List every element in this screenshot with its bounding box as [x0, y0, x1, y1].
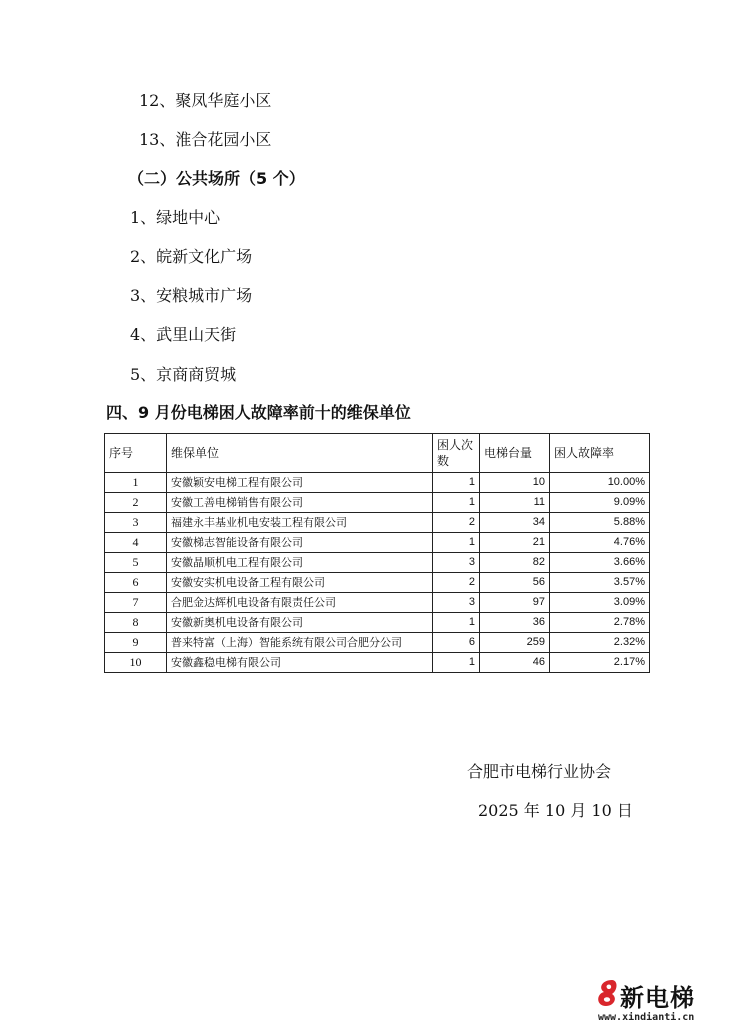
- list-item-public-4: 4、武里山天街: [130, 325, 237, 344]
- cell-no: 8: [105, 613, 167, 633]
- cell-trapped: 1: [433, 493, 480, 513]
- cell-trapped: 1: [433, 473, 480, 493]
- cell-count: 82: [480, 553, 550, 573]
- cell-count: 11: [480, 493, 550, 513]
- cell-name: 普来特富（上海）智能系统有限公司合肥分公司: [167, 633, 433, 653]
- cell-no: 10: [105, 653, 167, 673]
- table-row: [105, 513, 650, 533]
- cell-name: 安徽安实机电设备工程有限公司: [167, 573, 433, 593]
- cell-name: 安徽梯志智能设备有限公司: [167, 533, 433, 553]
- public-places-heading: （二）公共场所（5 个）: [128, 169, 305, 188]
- section-four-heading: 四、9 月份电梯困人故障率前十的维保单位: [106, 403, 411, 422]
- list-item-public-5: 5、京商商贸城: [130, 365, 237, 384]
- table-row: [105, 473, 650, 493]
- cell-rate: 10.00%: [550, 473, 650, 493]
- cell-no: 3: [105, 513, 167, 533]
- cell-no: 1: [105, 473, 167, 493]
- cell-count: 97: [480, 593, 550, 613]
- cell-no: 6: [105, 573, 167, 593]
- list-item-public-2: 2、皖新文化广场: [130, 247, 253, 266]
- list-item-residential-13: 13、淮合花园小区: [139, 130, 272, 149]
- list-item-public-1: 1、绿地中心: [130, 208, 221, 227]
- cell-rate: 4.76%: [550, 533, 650, 553]
- cell-rate: 3.57%: [550, 573, 650, 593]
- cell-count: 259: [480, 633, 550, 653]
- cell-trapped: 1: [433, 613, 480, 633]
- table-row: [105, 493, 650, 513]
- table-row: [105, 533, 650, 553]
- cell-rate: 9.09%: [550, 493, 650, 513]
- cell-count: 34: [480, 513, 550, 533]
- cell-rate: 2.78%: [550, 613, 650, 633]
- cell-rate: 2.17%: [550, 653, 650, 673]
- signature-date: 2025 年 10 月 10 日: [478, 801, 633, 820]
- cell-rate: 5.88%: [550, 513, 650, 533]
- maintenance-fault-table: [104, 433, 650, 673]
- cell-count: 56: [480, 573, 550, 593]
- cell-name: 安徽颖安电梯工程有限公司: [167, 473, 433, 493]
- cell-trapped: 1: [433, 653, 480, 673]
- cell-count: 36: [480, 613, 550, 633]
- site-watermark: [592, 976, 722, 1030]
- cell-name: 安徽鑫稳电梯有限公司: [167, 653, 433, 673]
- cell-name: 合肥金达辉机电设备有限责任公司: [167, 593, 433, 613]
- cell-no: 2: [105, 493, 167, 513]
- cell-name: 安徽新奥机电设备有限公司: [167, 613, 433, 633]
- header-name: 维保单位: [167, 434, 433, 473]
- header-rate: 困人故障率: [550, 434, 650, 473]
- header-no: 序号: [105, 434, 167, 473]
- header-count: 电梯台量: [480, 434, 550, 473]
- cell-trapped: 6: [433, 633, 480, 653]
- cell-rate: 2.32%: [550, 633, 650, 653]
- cell-name: 安徽工善电梯销售有限公司: [167, 493, 433, 513]
- cell-count: 21: [480, 533, 550, 553]
- watermark-title: 新电梯: [620, 984, 695, 1012]
- cell-trapped: 2: [433, 573, 480, 593]
- table-row: [105, 613, 650, 633]
- table-row: [105, 593, 650, 613]
- header-trapped: 困人次数: [433, 434, 480, 473]
- cell-no: 9: [105, 633, 167, 653]
- cell-no: 7: [105, 593, 167, 613]
- list-item-public-3: 3、安粮城市广场: [130, 286, 253, 305]
- cell-rate: 3.09%: [550, 593, 650, 613]
- signature-organization: 合肥市电梯行业协会: [467, 762, 612, 781]
- cell-no: 5: [105, 553, 167, 573]
- watermark-url: www.xindianti.cn: [598, 1012, 695, 1023]
- cell-count: 46: [480, 653, 550, 673]
- list-item-residential-12: 12、聚凤华庭小区: [139, 91, 272, 110]
- table-row: [105, 573, 650, 593]
- cell-count: 10: [480, 473, 550, 493]
- table-row: [105, 653, 650, 673]
- cell-trapped: 3: [433, 553, 480, 573]
- table-header-row: [105, 434, 650, 473]
- table-row: [105, 633, 650, 653]
- cell-name: 福建永丰基业机电安装工程有限公司: [167, 513, 433, 533]
- cell-trapped: 3: [433, 593, 480, 613]
- cell-name: 安徽晶顺机电工程有限公司: [167, 553, 433, 573]
- table-row: [105, 553, 650, 573]
- cell-trapped: 1: [433, 533, 480, 553]
- cell-rate: 3.66%: [550, 553, 650, 573]
- cell-trapped: 2: [433, 513, 480, 533]
- cell-no: 4: [105, 533, 167, 553]
